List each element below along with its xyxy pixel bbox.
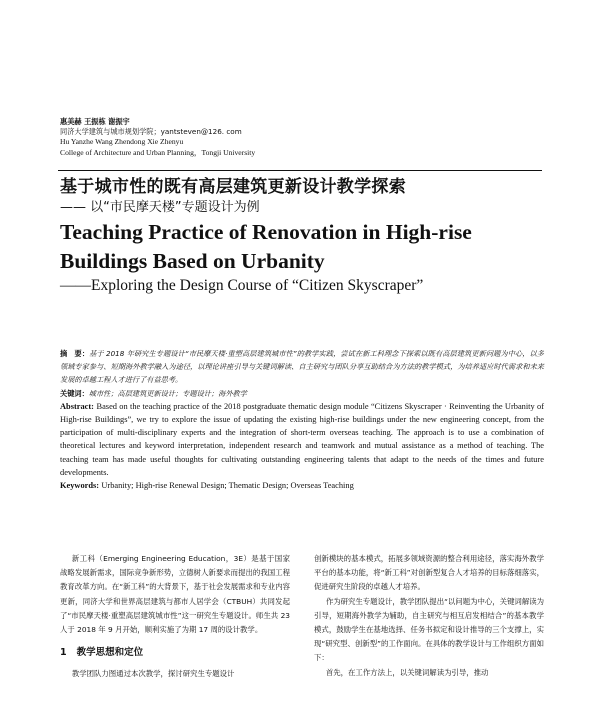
keywords-en [60,479,544,492]
body-paragraph: 作为研究生专题设计，教学团队提出“以问题为中心，关键词解读为引导，短期海外教学为辅助，自主研究与相互启发相结合”的基本教学模式，鼓励学生在基地选择、任务书拟定和设计推导的三个支撑上，实现“研究型、创新型”的工作面向。在具体的教学设计与工作组织方面如下： [314,596,544,663]
abstract-cn [60,347,544,387]
author-affiliation-en: College of Architecture and Urban Planning，Tongji University [60,147,256,157]
author-names-en: Hu Yanzhe Wang Zhendong Xie Zhenyu [60,137,184,147]
title-block [60,176,544,296]
body-paragraph: 教学团队力图通过本次教学，探讨研究生专题设计 [71,669,235,679]
author-block [60,117,540,158]
header-rule [58,170,542,171]
section-title: 教学思想和定位 [76,647,144,659]
abstract-block [60,347,544,492]
body-paragraph: 新工科（Emerging Engineering Education，3E）是基于国家战略发展新需求，国际竞争新形势，立德树人新要求而提出的我国工程教育改革方向。在“新工科”的大背景下，基于社会发展需求和专业内容更新，同济大学和世界高层建筑与都市人居学会（CTBUH）共同发起了“市民摩天楼·重塑高层建筑城市性”这一研究生专题设计。师生共 23 人于 2018 年 9 月开始，顺利实施了为期 17 周的设计教学。 [60,554,290,635]
abstract-en-label: Abstract: [60,401,94,411]
title-en-line1: Teaching Practice of Renovation in High-rise [60,220,472,244]
body-paragraph: 创新模块的基本模式，拓展多领域资源的整合利用途径，落实海外教学平台的基本功能，将“新工科”对创新型复合人才培养的目标落细落实，促进研究生阶段的卓越人才培养。 [314,554,544,592]
author-names-cn: 惠美赫 王振栋 谢振宇 [60,117,130,126]
keywords-en-label: Keywords: [60,481,100,491]
abstract-cn-text: 基于 2018 年研究生专题设计“市民摩天楼·重塑高层建筑城市性”的教学实践，尝试在新工科理念下探索以既有高层建筑更新问题为中心，以多领域专家参与、短期海外教学融入为途径，以理论讲座引导与关键词解读、自主研究与团队分享互助结合为方法的教学模式，为培养适应时代需求和未来发展的卓越工程人才进行了有益思考。 [60,349,544,385]
body-paragraph: 首先，在工作方法上，以关键词解读为引导，推动 [325,667,489,677]
section-number: 1 [60,647,67,659]
author-affiliation-cn: 同济大学建筑与城市规划学院；yantsteven@126. com [60,127,242,137]
section-heading [60,645,290,661]
subtitle-en: ——Exploring the Design Course of “Citizen Skyscraper” [60,277,424,294]
keywords-cn [60,387,544,400]
abstract-en-text: Based on the teaching practice of the 2018 postgraduate thematic design module “Citizens Skyscraper · Reinventing the Urbanity of High-rise Buildings”, we try to explore the issue of updating the existing high-rise buildings under the new engineering concept, from the participation of multi-disciplinary experts and the integration of short-term overseas teaching. The approach is to use a combination of theoretical lectures and keyword interpretation, independent research and teamwork and mutual assistance as a method of teaching. The teaching team has made useful thoughts for cultivating outstanding engineering talents that adapt to the needs of the times and future developments. [60,401,544,477]
title-en-line2: Buildings Based on Urbanity [60,249,325,273]
body-column-left [60,552,290,681]
keywords-en-text: Urbanity; High-rise Renewal Design; Thematic Design; Overseas Teaching [101,481,354,491]
title-cn: 基于城市性的既有高层建筑更新设计教学探索 [60,177,406,197]
abstract-en [60,400,544,479]
subtitle-cn: —— 以“市民摩天楼”专题设计为例 [60,200,260,215]
abstract-cn-label: 摘 要： [60,349,90,358]
keywords-cn-text: 城市性；高层建筑更新设计；专题设计；海外教学 [88,388,247,398]
body-column-right [314,552,544,680]
keywords-cn-label: 关键词： [60,388,89,398]
